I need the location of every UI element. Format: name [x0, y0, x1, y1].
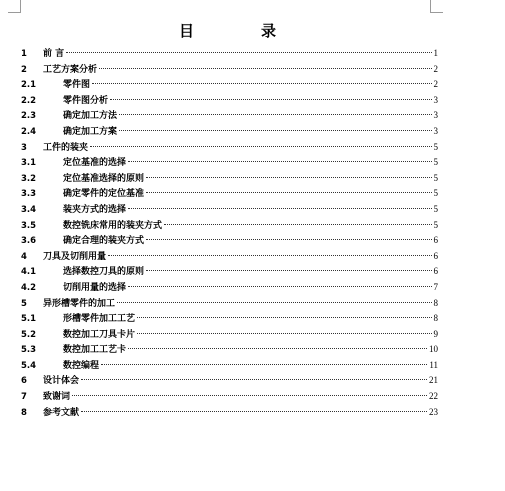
- page-corner-mark-right: [430, 0, 443, 13]
- toc-entry-page: 5: [433, 141, 438, 152]
- toc-entry-label: 选择数控刀具的原则: [63, 267, 145, 278]
- toc-dot-leader: [90, 146, 431, 147]
- toc-dot-leader: [72, 395, 427, 396]
- toc-dot-leader: [119, 130, 431, 131]
- toc-entry-label: 数控编程: [63, 360, 100, 371]
- toc-entry-page: 10: [429, 344, 438, 355]
- toc-entry[interactable]: [21, 233, 438, 249]
- toc-dot-leader: [146, 177, 431, 178]
- toc-entry[interactable]: [21, 218, 438, 234]
- toc-entry-label: 定位基准的选择: [63, 158, 127, 169]
- toc-entry-label: 装夹方式的选择: [63, 204, 127, 215]
- toc-entry[interactable]: [21, 108, 438, 124]
- toc-dot-leader: [146, 239, 431, 240]
- toc-entry-label: 确定合理的装夹方式: [63, 236, 145, 247]
- toc-entry-label: 参考文献: [43, 407, 80, 418]
- toc-entry[interactable]: [21, 389, 438, 405]
- toc-entry-page: 5: [433, 172, 438, 183]
- toc-entry[interactable]: [21, 202, 438, 218]
- toc-dot-leader: [146, 192, 431, 193]
- toc-entry-number: 4.1: [21, 267, 37, 278]
- toc-entry-page: 5: [433, 219, 438, 230]
- toc-entry-label: 工件的装夹: [43, 142, 89, 153]
- toc-entry-page: 8: [433, 313, 438, 324]
- toc-entry-label: 确定加工方法: [63, 111, 118, 122]
- toc-entry-number: 3.3: [21, 189, 37, 200]
- toc-entry[interactable]: [21, 311, 438, 327]
- toc-entry-page: 22: [429, 391, 438, 402]
- toc-entry-label: 切削用量的选择: [63, 282, 127, 293]
- toc-entry[interactable]: [21, 124, 438, 140]
- toc-entry-number: 3.2: [21, 173, 37, 184]
- toc-entry-label: 异形槽零件的加工: [43, 298, 116, 309]
- toc-dot-leader: [146, 270, 431, 271]
- toc-entry-page: 6: [433, 266, 438, 277]
- table-of-contents: [21, 46, 438, 420]
- page-corner-mark-left: [8, 0, 21, 13]
- toc-entry-number: 5: [21, 298, 27, 309]
- toc-entry-page: 3: [433, 125, 438, 136]
- toc-entry-number: 2.3: [21, 111, 37, 122]
- toc-entry-label: 零件图: [63, 80, 91, 91]
- toc-entry-label: 数控铣床常用的装夹方式: [63, 220, 163, 231]
- toc-entry[interactable]: [21, 93, 438, 109]
- toc-entry-number: 2.4: [21, 126, 37, 137]
- toc-dot-leader: [99, 68, 431, 69]
- toc-entry-label: 数控加工刀具卡片: [63, 329, 136, 340]
- toc-entry-number: 4: [21, 251, 27, 262]
- toc-dot-leader: [117, 302, 431, 303]
- toc-entry-number: 2.2: [21, 95, 37, 106]
- toc-entry[interactable]: [21, 327, 438, 343]
- toc-entry-page: 2: [433, 63, 438, 74]
- toc-entry-page: 5: [433, 203, 438, 214]
- toc-entry[interactable]: [21, 46, 438, 62]
- toc-entry-label: 确定加工方案: [63, 126, 118, 137]
- toc-entry-number: 4.2: [21, 282, 37, 293]
- toc-entry-number: 2: [21, 64, 27, 75]
- toc-dot-leader: [110, 99, 431, 100]
- toc-entry-number: 5.3: [21, 345, 37, 356]
- toc-entry-number: 6: [21, 376, 27, 387]
- toc-dot-leader: [101, 364, 427, 365]
- toc-dot-leader: [81, 411, 427, 412]
- toc-dot-leader: [137, 317, 431, 318]
- toc-entry-number: 1: [21, 49, 27, 59]
- toc-entry-number: 3.5: [21, 220, 37, 231]
- toc-entry-page: 6: [433, 235, 438, 246]
- toc-entry-number: 8: [21, 407, 27, 418]
- toc-entry-number: 2.1: [21, 80, 37, 91]
- toc-entry-label: 零件图分析: [63, 95, 109, 106]
- toc-entry[interactable]: [21, 77, 438, 93]
- toc-entry[interactable]: [21, 140, 438, 156]
- toc-entry-label: 确定零件的定位基准: [63, 189, 145, 200]
- toc-entry-number: 3.6: [21, 236, 37, 247]
- toc-entry-page: 2: [433, 79, 438, 90]
- toc-entry-page: 1: [433, 48, 438, 58]
- toc-entry-page: 7: [433, 281, 438, 292]
- toc-entry-label: 设计体会: [43, 376, 80, 387]
- toc-entry-page: 21: [429, 375, 438, 386]
- toc-entry-number: 3.4: [21, 204, 37, 215]
- toc-dot-leader: [92, 83, 431, 84]
- toc-entry[interactable]: [21, 264, 438, 280]
- toc-entry[interactable]: [21, 186, 438, 202]
- toc-entry-label: 致谢词: [43, 392, 71, 403]
- toc-entry[interactable]: [21, 358, 438, 374]
- toc-title: 目 录: [178, 22, 302, 40]
- toc-entry-page: 3: [433, 94, 438, 105]
- toc-dot-leader: [66, 52, 431, 53]
- toc-dot-leader: [128, 208, 431, 209]
- toc-entry-number: 7: [21, 392, 27, 403]
- toc-entry-number: 5.4: [21, 360, 37, 371]
- toc-entry[interactable]: [21, 155, 438, 171]
- toc-entry-label: 定位基准选择的原则: [63, 173, 145, 184]
- toc-entry-page: 5: [433, 157, 438, 168]
- toc-dot-leader: [119, 114, 431, 115]
- toc-entry-label: 工艺方案分析: [43, 64, 98, 75]
- toc-entry-page: 8: [433, 297, 438, 308]
- toc-dot-leader: [128, 161, 431, 162]
- toc-entry-page: 5: [433, 188, 438, 199]
- toc-entry[interactable]: [21, 296, 438, 312]
- toc-entry[interactable]: [21, 405, 438, 421]
- toc-dot-leader: [81, 379, 427, 380]
- toc-entry-page: 23: [429, 406, 438, 417]
- toc-entry-page: 3: [433, 110, 438, 121]
- toc-entry-number: 5.2: [21, 329, 37, 340]
- toc-entry-page: 11: [429, 359, 438, 370]
- toc-entry[interactable]: [21, 171, 438, 187]
- toc-entry-label: 形槽零件加工工艺: [63, 314, 136, 325]
- toc-dot-leader: [128, 348, 427, 349]
- toc-entry-label: 数控加工工艺卡: [63, 345, 127, 356]
- toc-entry-page: 9: [433, 328, 438, 339]
- toc-entry[interactable]: [21, 373, 438, 389]
- toc-entry-label: 前 言: [43, 49, 65, 59]
- toc-dot-leader: [108, 255, 431, 256]
- toc-entry[interactable]: [21, 62, 438, 78]
- toc-entry-number: 5.1: [21, 314, 37, 325]
- toc-entry-label: 刀具及切削用量: [43, 251, 107, 262]
- toc-dot-leader: [137, 333, 431, 334]
- toc-entry[interactable]: [21, 342, 438, 358]
- toc-dot-leader: [128, 286, 431, 287]
- toc-entry-number: 3.1: [21, 158, 37, 169]
- toc-entry-page: 6: [433, 250, 438, 261]
- toc-entry[interactable]: [21, 249, 438, 265]
- toc-entry[interactable]: [21, 280, 438, 296]
- toc-dot-leader: [164, 224, 431, 225]
- toc-entry-number: 3: [21, 142, 27, 153]
